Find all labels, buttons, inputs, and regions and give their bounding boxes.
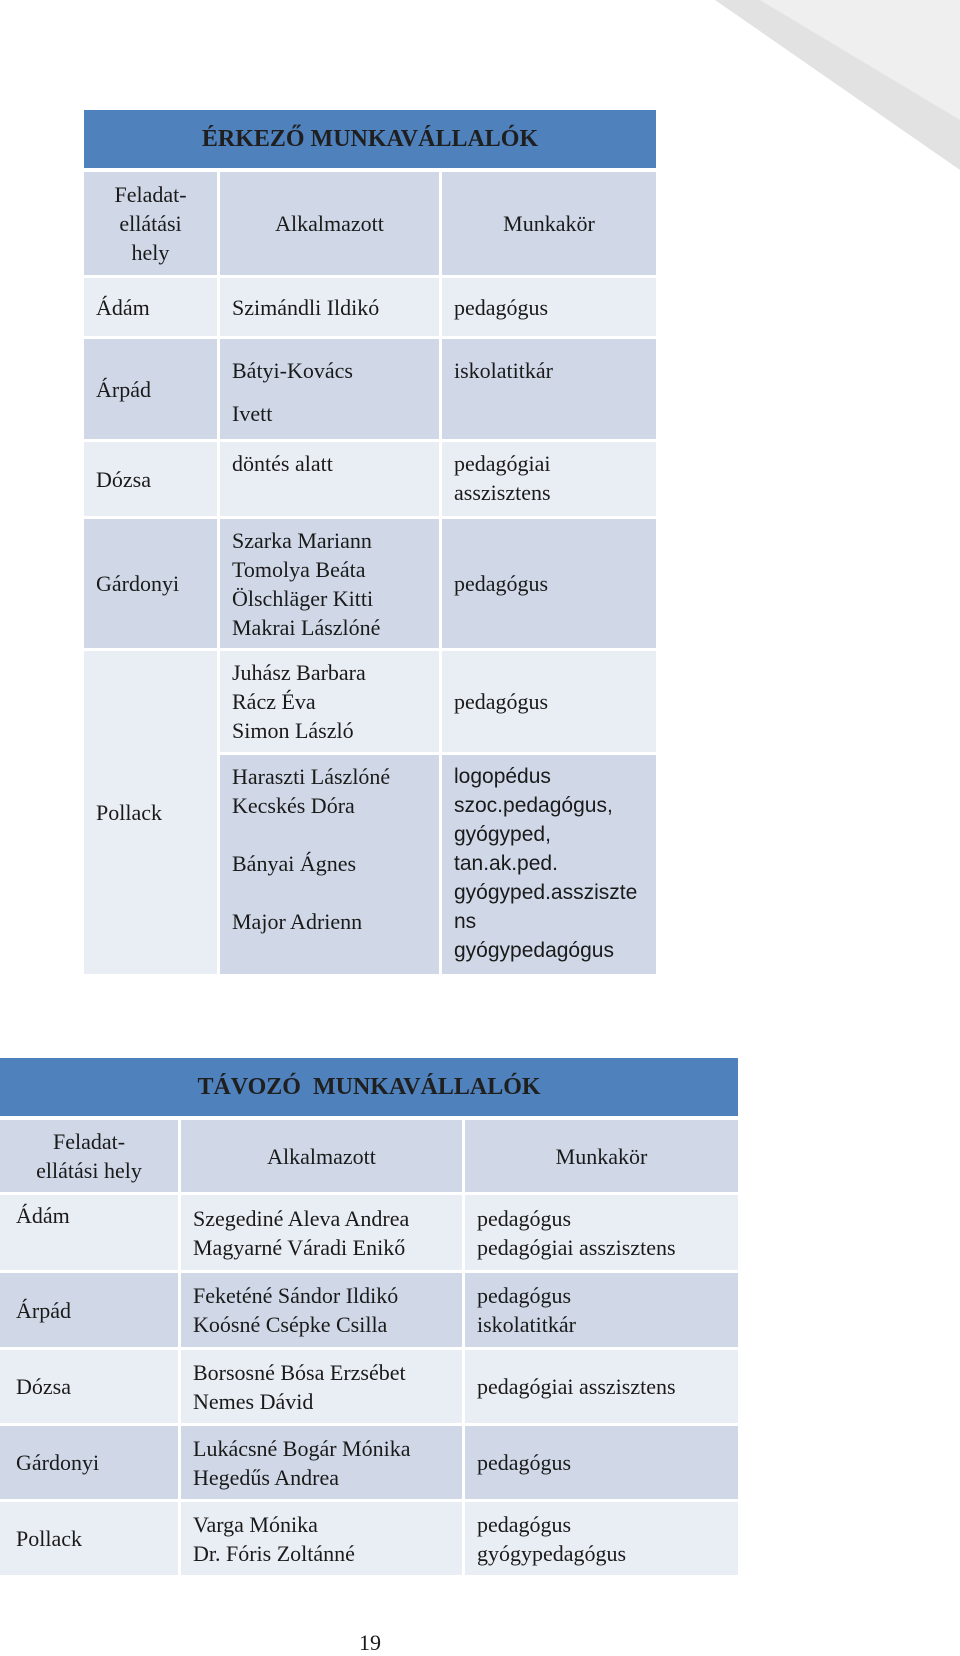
leaving-header-row: [0, 1120, 738, 1195]
header-place: Feladat- ellátási hely: [84, 172, 220, 278]
position-cell: pedagógus: [442, 519, 656, 651]
header-employee: Alkalmazott: [181, 1120, 465, 1195]
leaving-employees-table: [0, 1058, 738, 1578]
employee-cell: döntés alatt: [220, 442, 442, 519]
place-cell: Dózsa: [84, 442, 220, 519]
position-cell: pedagógus gyógypedagógus: [465, 1502, 738, 1578]
incoming-header-row: [84, 172, 656, 278]
place-cell: Árpád: [84, 339, 220, 442]
position-cell: pedagógus: [442, 651, 656, 755]
employee-cell: Haraszti Lászlóné Kecskés Dóra Bányai Ágnes Major Adrienn: [220, 755, 442, 977]
table-row: [0, 1426, 738, 1502]
employee-cell: Szarka Mariann Tomolya Beáta Ölschläger Kitti Makrai Lászlóné: [220, 519, 442, 651]
position-cell: pedagógiai asszisztens: [442, 442, 656, 519]
table-row: [84, 278, 656, 339]
place-cell: Gárdonyi: [84, 519, 220, 651]
table-row: [220, 651, 656, 755]
pollack-group: [84, 651, 656, 977]
leaving-table-title: TÁVOZÓ MUNKAVÁLLALÓK: [0, 1058, 738, 1120]
table-row: [220, 755, 656, 977]
place-cell: Árpád: [0, 1273, 181, 1350]
employee-cell: Lukácsné Bogár Mónika Hegedűs Andrea: [181, 1426, 465, 1502]
header-place: Feladat- ellátási hely: [0, 1120, 181, 1195]
employee-cell: Szimándli Ildikó: [220, 278, 442, 339]
page-number: 19: [359, 1630, 381, 1655]
employee-cell: Feketéné Sándor Ildikó Koósné Csépke Csilla: [181, 1273, 465, 1350]
position-cell: pedagógus iskolatitkár: [465, 1273, 738, 1350]
table-row: [84, 339, 656, 442]
place-cell: Ádám: [84, 278, 220, 339]
table-row: [84, 519, 656, 651]
position-cell: pedagógiai asszisztens: [465, 1350, 738, 1426]
place-cell: Pollack: [84, 651, 220, 977]
position-cell: pedagógus: [442, 278, 656, 339]
position-cell: pedagógus: [465, 1426, 738, 1502]
table-row: [0, 1350, 738, 1426]
employee-cell: Szegediné Aleva Andrea Magyarné Váradi Enikő: [181, 1195, 465, 1273]
incoming-employees-table: [84, 110, 656, 977]
place-cell: Gárdonyi: [0, 1426, 181, 1502]
position-cell: iskolatitkár: [442, 339, 656, 442]
place-cell: Dózsa: [0, 1350, 181, 1426]
table-row: [0, 1195, 738, 1273]
employee-cell: Borsosné Bósa Erzsébet Nemes Dávid: [181, 1350, 465, 1426]
header-position: Munkakör: [465, 1120, 738, 1195]
position-cell: pedagógus pedagógiai asszisztens: [465, 1195, 738, 1273]
employee-cell: Juhász Barbara Rácz Éva Simon László: [220, 651, 442, 755]
incoming-table-title: ÉRKEZŐ MUNKAVÁLLALÓK: [84, 110, 656, 172]
header-position: Munkakör: [442, 172, 656, 278]
employee-cell: Bátyi-Kovács Ivett: [220, 339, 442, 442]
place-cell: Pollack: [0, 1502, 181, 1578]
header-employee: Alkalmazott: [220, 172, 442, 278]
table-row: [0, 1273, 738, 1350]
table-row: [84, 442, 656, 519]
employee-cell: Varga Mónika Dr. Fóris Zoltánné: [181, 1502, 465, 1578]
place-cell: Ádám: [0, 1195, 181, 1273]
position-cell: logopédus szoc.pedagógus, gyógyped, tan.ak.ped. gyógyped.asszisztens gyógypedagógus: [442, 755, 656, 977]
table-row: [0, 1502, 738, 1578]
